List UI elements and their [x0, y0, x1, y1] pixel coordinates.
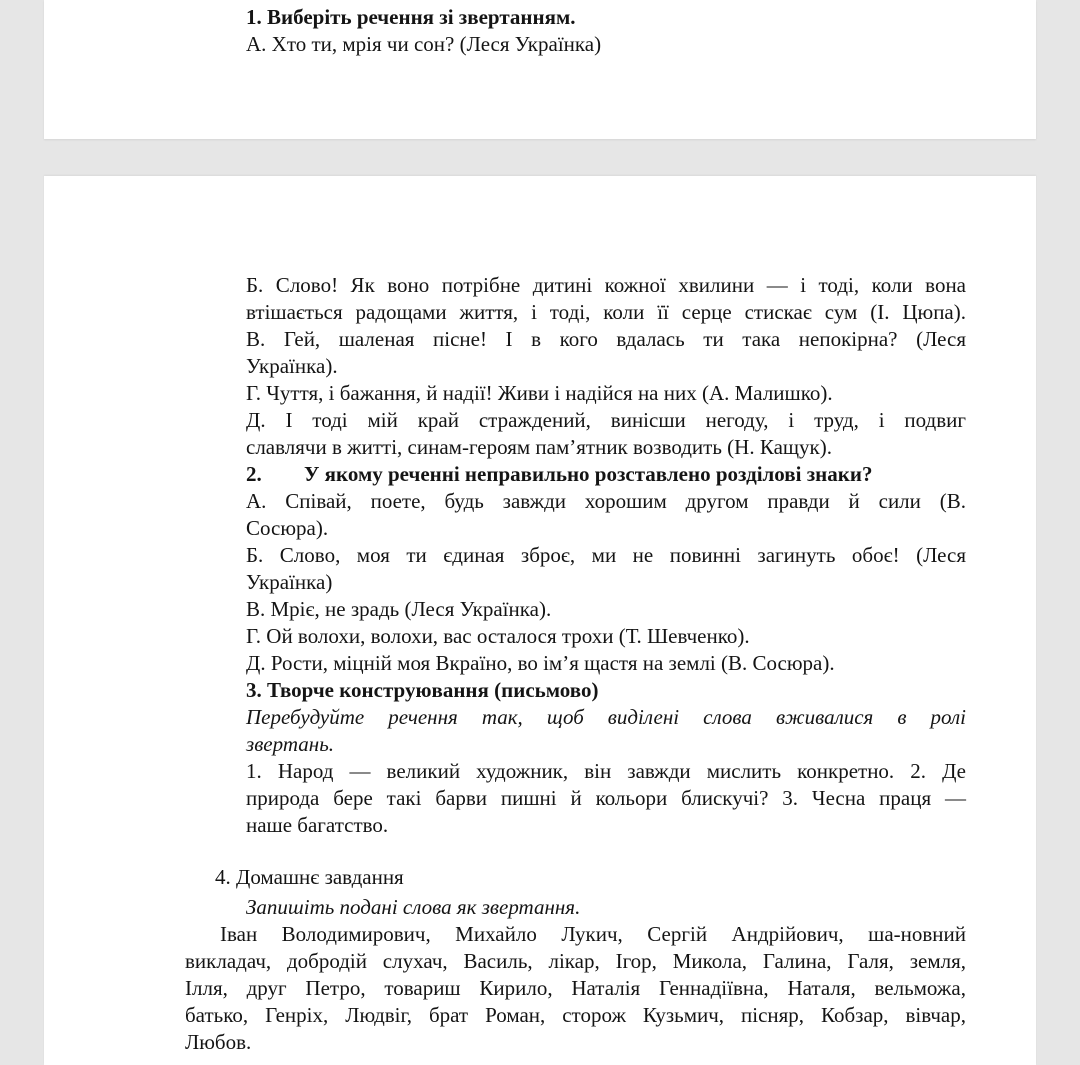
- question-2-option-b-line-2: Українка): [246, 570, 333, 594]
- question-2-option-a-line-2: Сосюра).: [246, 516, 329, 540]
- question-1-option-v-line-2: Українка).: [246, 354, 338, 378]
- question-1-option-g: Г. Чуття, і бажання, й надії! Живи і надійся на них (А. Малишко).: [246, 381, 833, 405]
- question-1-title: 1. Виберіть речення зі звертанням.: [246, 5, 576, 29]
- document-page-1: [44, 0, 1036, 139]
- question-3-title: 3. Творче конструювання (письмово): [246, 678, 599, 702]
- homework-words-line-1: [220, 921, 966, 948]
- question-2-option-a-line-1: А. Співай, поете, будь завжди хорошим другом правди й сили (В.: [246, 489, 966, 513]
- question-2-number: 2.: [246, 462, 262, 486]
- question-2-option-v: В. Мріє, не зрадь (Леся Українка).: [246, 597, 552, 621]
- question-2-heading: [246, 461, 966, 488]
- homework-title: 4. Домашнє завдання: [215, 865, 404, 889]
- question-2-option-b-line-1: Б. Слово, моя ти єдиная зброє, ми не повинні загинуть обоє! (Леся: [246, 543, 966, 567]
- question-1-option-a: А. Хто ти, мрія чи сон? (Леся Українка): [246, 32, 602, 56]
- homework-words-line-1-text: Іван Володимирович, Михайло Лукич, Сергій Андрійович, ша-новний: [220, 922, 966, 946]
- homework-words-line-5: Любов.: [185, 1030, 252, 1054]
- question-2-option-d: Д. Рости, міцній моя Вкраїно, во ім’я щастя на землі (В. Сосюра).: [246, 651, 835, 675]
- question-1-option-b-line-1: Б. Слово! Як воно потрібне дитині кожної хвилини — і тоді, коли вона: [246, 273, 966, 297]
- question-1-option-v-line-1: В. Гей, шаленая пісне! І в кого вдалась ти така непокірна? (Леся: [246, 327, 966, 351]
- document-page-2: [44, 176, 1036, 1065]
- question-1-option-d-line-1: Д. І тоді мій край страждений, винісши негоду, і труд, і подвиг: [246, 408, 966, 432]
- question-3-text-line-2: природа бере такі барви пишні й кольори блискучі? 3. Чесна праця —: [246, 786, 966, 810]
- homework-words-line-2: викладач, добродій слухач, Василь, лікар, Ігор, Микола, Галина, Галя, земля,: [185, 949, 966, 973]
- question-3-text-line-1: 1. Народ — великий художник, він завжди мислить конкретно. 2. Де: [246, 759, 966, 783]
- question-1-option-b-line-2: втішається радощами життя, і тоді, коли її серце стискає сум (І. Цюпа).: [246, 300, 966, 324]
- homework-words-line-4: батько, Генріх, Людвіг, брат Роман, сторож Кузьмич, пісняр, Кобзар, вівчар,: [185, 1003, 966, 1027]
- question-1-option-d-line-2: славлячи в житті, синам-героям пам’ятник возводить (Н. Кащук).: [246, 435, 833, 459]
- homework-words-line-3: Ілля, друг Петро, товариш Кирило, Наталія Геннадіївна, Наталя, вельможа,: [185, 976, 966, 1000]
- question-3-text-line-3: наше багатство.: [246, 813, 389, 837]
- question-3-instruction-line-1: Перебудуйте речення так, щоб виділені слова вживалися в ролі: [246, 705, 966, 729]
- question-2-option-g: Г. Ой волохи, волохи, вас осталося трохи (Т. Шевченко).: [246, 624, 750, 648]
- question-3-instruction-line-2: звертань.: [246, 732, 334, 756]
- homework-instruction: Запишіть подані слова як звертання.: [246, 895, 581, 919]
- question-2-title: У якому реченні неправильно розставлено розділові знаки?: [304, 462, 873, 486]
